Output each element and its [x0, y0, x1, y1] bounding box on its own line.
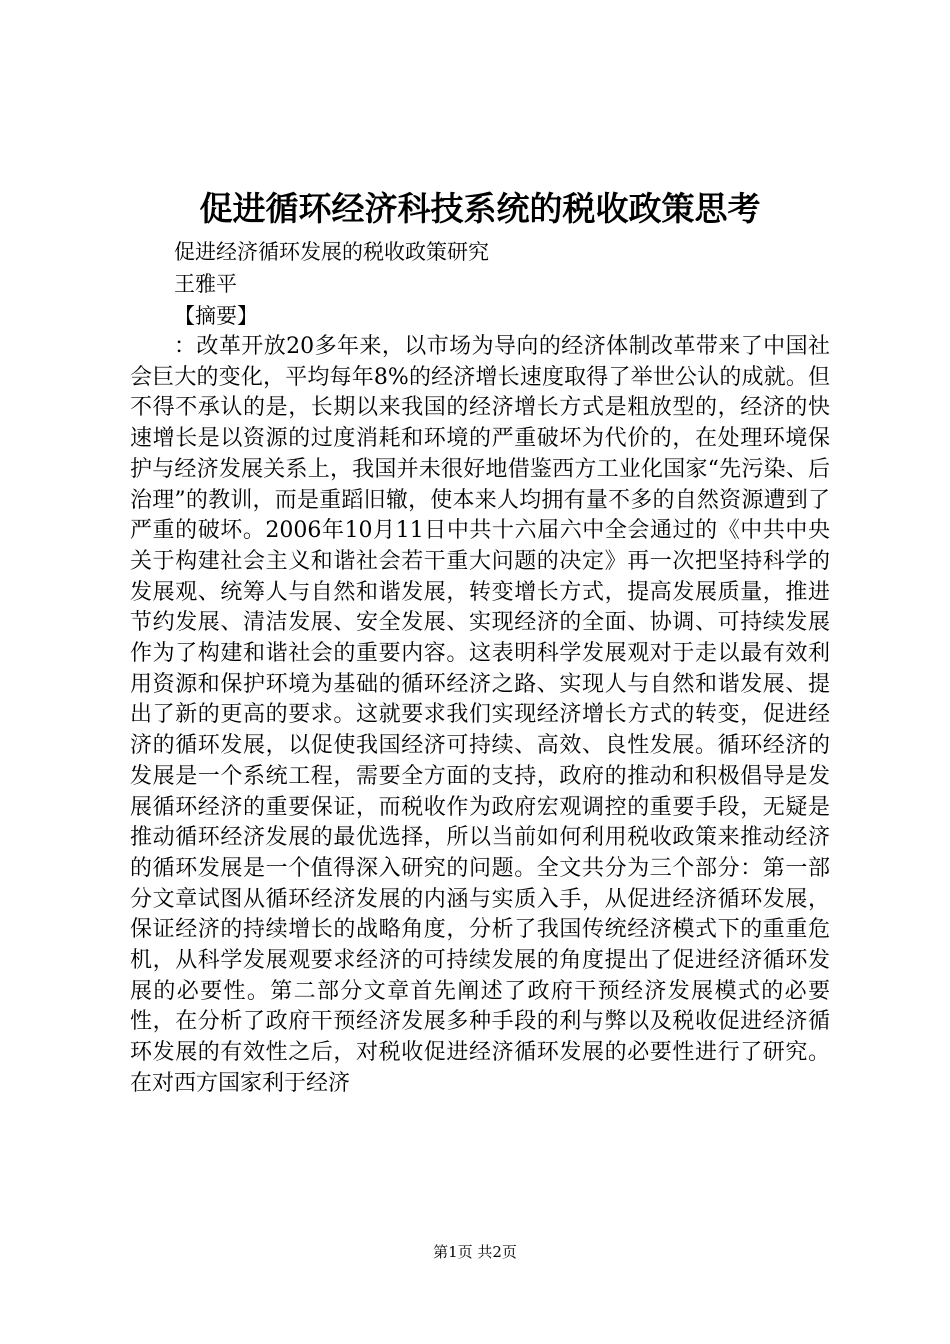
document-title: 促进循环经济科技系统的税收政策思考 — [199, 189, 761, 228]
page-footer: 第1页 共2页 — [433, 1243, 517, 1261]
abstract-text: ：改革开放20多年来，以市场为导向的经济体制改革带来了中国社会巨大的变化，平均每年8%的经济增长速度取得了举世公认的成就。但不得不承认的是，长期以来我国的经济增长方式是粗放型的，经济的快速增长是以资源的过度消耗和环境的严重破坏为代价的，在处理环境保护与经济发展关系上，我国并未很好地借鉴西方工业化国家“先污染、后治理”的教训，而是重蹈旧辙，使本来人均拥有量不多的自然资源遭到了严重的破坏。2006年10月11日中共十六届六中全会通过的《中共中央关于构建社会主义和谐社会若干重大问题的决定》再一次把坚持科学的发展观、统筹人与自然和谐发展，转变增长方式，提高发展质量，推进节约发展、清洁发展、安全发展、实现经济的全面、协调、可持续发展作为了构建和谐社会的重要内容。这表明科学发展观对于走以最有效利用资源和保护环境为基础的循环经济之路、实现人与自然和谐发展、提出了新的更高的要求。这就要求我们实现经济增长方式的转变，促进经济的循环发展，以促使我国经济可持续、高效、良性发展。循环经济的发展是一个系统工程，需要全方面的支持，政府的推动和积极倡导是发展循环经济的重要保证，而税收作为政府宏观调控的重要手段，无疑是推动循环经济发展的最优选择，所以当前如何利用税收政策来推动经济的循环发展是一个值得深入研究的问题。全文共分为三个部分：第一部分文章试图从循环经济发展的内涵与实质入手，从促进经济循环发展，保证经济的持续增长的战略角度，分析了我国传统经济模式下的重重危机，从科学发展观要求经济的可持续发展的角度提出了促进经济循环发展的必要性。第二部分文章首先阐述了政府干预经济发展模式的必要性，在分析了政府干预经济发展多种手段的利与弊以及税收促进经济循环发展的有效性之后，对税收促进经济循环发展的必要性进行了研究。在对西方国家利于经济 — [130, 334, 830, 1096]
abstract-label: 【摘要】 — [174, 304, 258, 328]
document-subtitle: 促进经济循环发展的税收政策研究 — [174, 240, 489, 264]
document-author: 王雅平 — [174, 272, 237, 296]
